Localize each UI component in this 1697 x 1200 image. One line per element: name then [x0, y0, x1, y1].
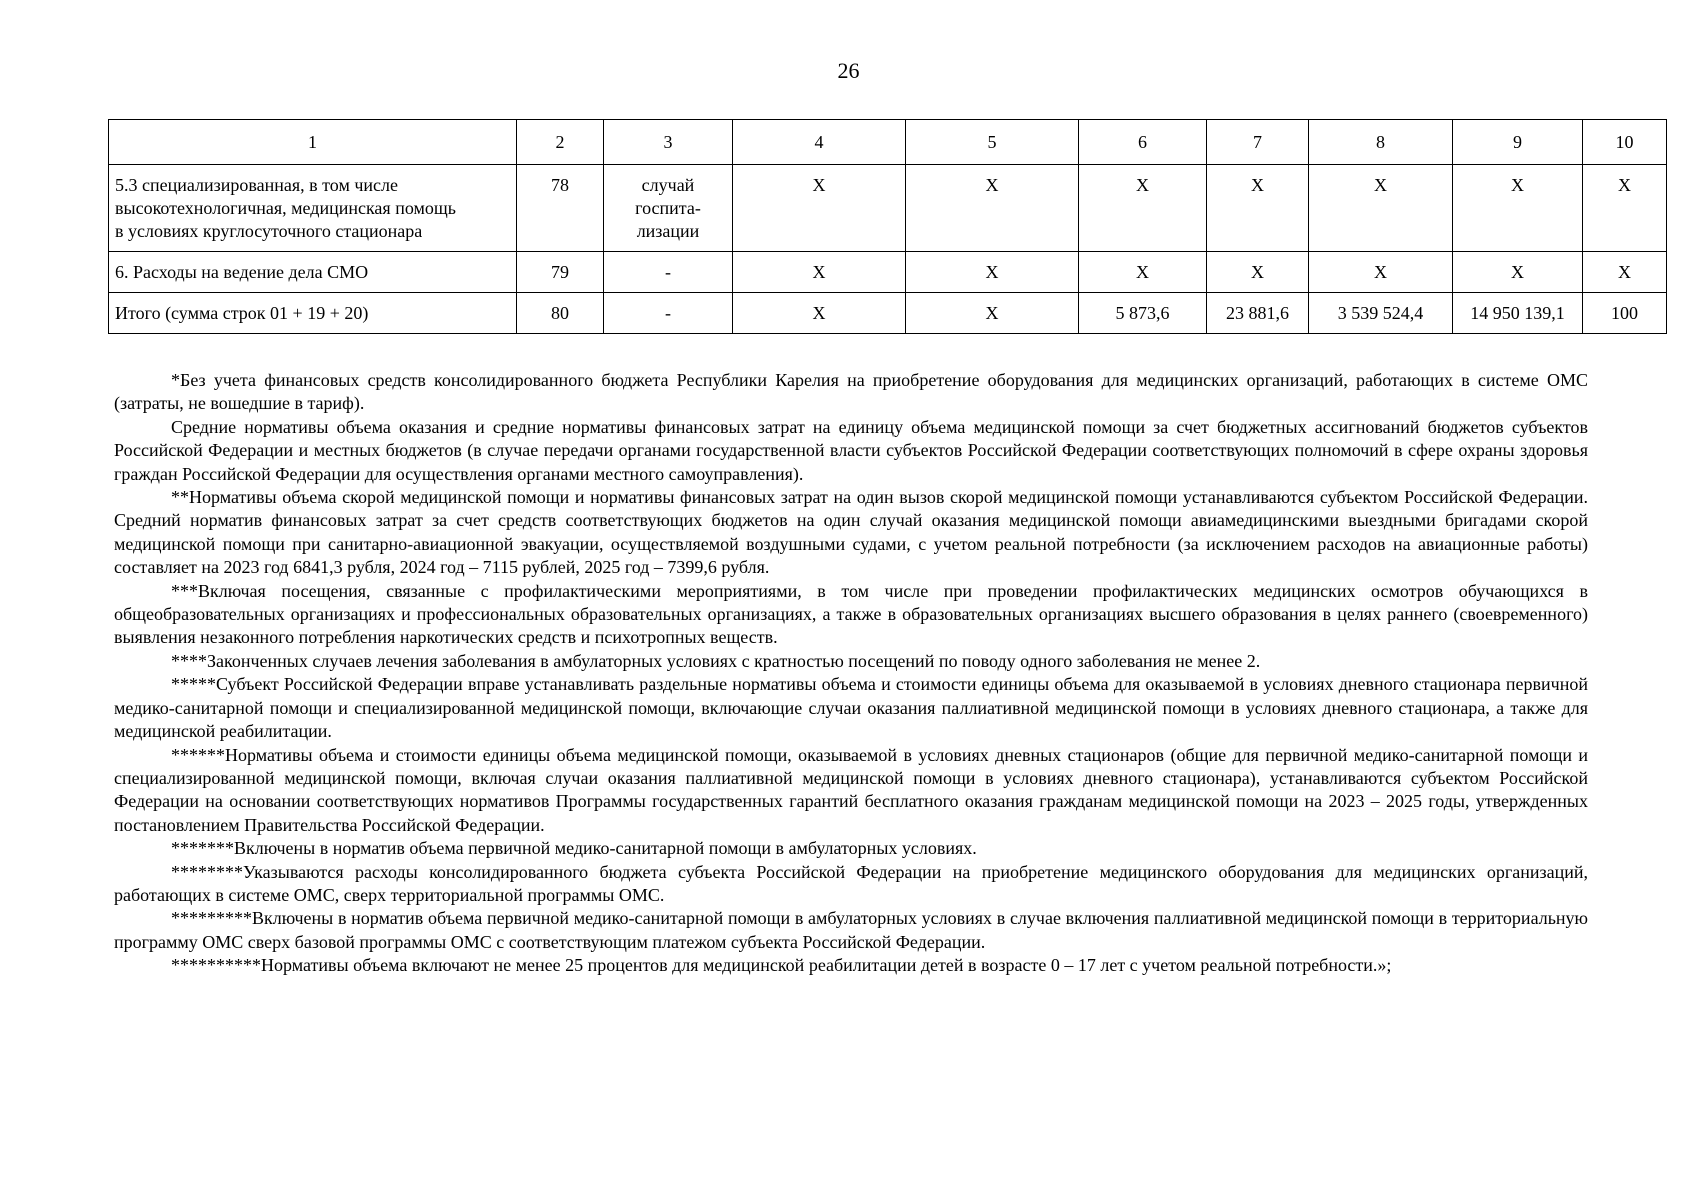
column-number-cell: 9 [1453, 120, 1583, 165]
page-number: 26 [837, 58, 860, 83]
row-name-cell [109, 165, 517, 252]
row-name-line: Итого (сумма строк 01 + 19 + 20) [115, 303, 369, 323]
footnote-paragraph: **********Нормативы объема включают не менее 25 процентов для медицинской реабилитации детей в возрасте 0 – 17 лет с учетом реальной потребности.»; [171, 955, 1392, 976]
row-name-line: высокотехнологичная, медицинская помощь [115, 198, 456, 218]
footnote-paragraph: ****Законченных случаев лечения заболевания в амбулаторных условиях с кратностью посещений по поводу одного заболевания не менее 2. [171, 650, 1261, 671]
row-unit-cell [604, 252, 733, 293]
value-cell: X [1453, 252, 1583, 293]
footnote-paragraph: Средние нормативы объема оказания и средние нормативы финансовых затрат на единицу объема медицинской помощи за счет бюджетных ассигнований бюджетов субъектов Российской Федерации и местных бюджетов (в случае передачи органами государственной власти субъектов Российской Федерации соответствующих полномочий в сфере охраны здоровья граждан Российской Федерации для осуществления органами местного самоуправления). [114, 416, 1588, 484]
row-unit-cell [604, 165, 733, 252]
row-unit-line: - [665, 262, 671, 282]
footnote-paragraph: *****Субъект Российской Федерации вправе устанавливать раздельные нормативы объема и стоимости единицы объема для оказываемой в условиях дневного стационара первичной медико-санитарной помощи и специализированной медицинской помощи, включающие случаи оказания паллиативной медицинской помощи в условиях дневного стационара, а также для медицинской реабилитации. [114, 674, 1588, 742]
footnote-paragraph: ******Нормативы объема и стоимости единицы объема медицинской помощи, оказываемой в условиях дневных стационаров (общие для первичной медико-санитарной помощи и специализированной медицинской помощи, включая случаи оказания паллиативной медицинской помощи в условиях дневного стационара), устанавливаются субъектом Российской Федерации на основании соответствующих нормативов Программы государственных гарантий бесплатного оказания гражданам медицинской помощи на 2023 – 2025 годы, утвержденных постановлением Правительства Российской Федерации. [114, 744, 1588, 835]
value-cell: 14 950 139,1 [1453, 293, 1583, 334]
row-name-cell [109, 252, 517, 293]
value-cell: 3 539 524,4 [1309, 293, 1453, 334]
table-row [109, 252, 1667, 293]
column-number-cell: 6 [1079, 120, 1207, 165]
footnote-paragraph: ********Указываются расходы консолидированного бюджета субъекта Российской Федерации на приобретение медицинского оборудования для медицинских организаций, работающих в системе ОМС, сверх территориальной программы ОМС. [114, 861, 1588, 905]
value-cell: X [1079, 165, 1207, 252]
value-cell: 23 881,6 [1207, 293, 1309, 334]
footnotes [114, 369, 1588, 978]
footnote-paragraph: *Без учета финансовых средств консолидированного бюджета Республики Карелия на приобретение оборудования для медицинских организаций, работающих в системе ОМС (затраты, не вошедшие в тариф). [114, 370, 1588, 414]
footnote-paragraph: *********Включены в норматив объема первичной медико-санитарной помощи в амбулаторных условиях в случае включения паллиативной медицинской помощи в территориальную программу ОМС сверх базовой программы ОМС с соответствующим платежом субъекта Российской Федерации. [114, 908, 1588, 952]
value-cell: X [906, 293, 1079, 334]
value-cell: X [1207, 165, 1309, 252]
row-unit-line: лизации [636, 221, 700, 241]
value-cell: X [906, 165, 1079, 252]
column-number-cell: 8 [1309, 120, 1453, 165]
row-name-line: 5.3 специализированная, в том числе [115, 175, 398, 195]
value-cell: X [1453, 165, 1583, 252]
column-number-cell: 7 [1207, 120, 1309, 165]
row-unit-cell [604, 293, 733, 334]
column-number-cell: 2 [517, 120, 604, 165]
row-code-cell: 80 [517, 293, 604, 334]
column-number-cell: 10 [1583, 120, 1667, 165]
column-number-cell: 3 [604, 120, 733, 165]
value-cell: X [1583, 252, 1667, 293]
footnote-paragraph: *******Включены в норматив объема первичной медико-санитарной помощи в амбулаторных условиях. [171, 838, 977, 859]
table-row [109, 165, 1667, 252]
table-header-row [109, 120, 1667, 165]
value-cell: X [1207, 252, 1309, 293]
value-cell: X [1309, 165, 1453, 252]
value-cell: X [733, 293, 906, 334]
data-table [108, 119, 1667, 334]
value-cell: X [906, 252, 1079, 293]
row-code-cell: 79 [517, 252, 604, 293]
row-unit-line: - [665, 303, 671, 323]
row-name-line: в условиях круглосуточного стационара [115, 221, 423, 241]
table-row-total [109, 293, 1667, 334]
value-cell: X [1079, 252, 1207, 293]
value-cell: X [733, 165, 906, 252]
footnote-paragraph: **Нормативы объема скорой медицинской помощи и нормативы финансовых затрат на один вызов скорой медицинской помощи устанавливаются субъектом Российской Федерации. Средний норматив финансовых затрат за счет средств соответствующих бюджетов на один случай оказания медицинской помощи авиамедицинскими выездными бригадами скорой медицинской помощи при санитарно-авиационной эвакуации, осуществляемой воздушными судами, с учетом реальной потребности (за исключением расходов на авиационные работы) составляет на 2023 год 6841,3 рубля, 2024 год – 7115 рублей, 2025 год – 7399,6 рубля. [114, 487, 1588, 578]
value-cell: X [733, 252, 906, 293]
value-cell: 5 873,6 [1079, 293, 1207, 334]
column-number-cell: 1 [109, 120, 517, 165]
column-number-cell: 5 [906, 120, 1079, 165]
column-number-cell: 4 [733, 120, 906, 165]
row-name-line: 6. Расходы на ведение дела СМО [115, 262, 369, 282]
row-name-cell [109, 293, 517, 334]
value-cell: X [1583, 165, 1667, 252]
row-code-cell: 78 [517, 165, 604, 252]
value-cell: X [1309, 252, 1453, 293]
footnote-paragraph: ***Включая посещения, связанные с профилактическими мероприятиями, в том числе при проведении профилактических медицинских осмотров обучающихся в общеобразовательных организациях и профессиональных образовательных организациях, а также в образовательных организациях высшего образования в целях раннего (своевременного) выявления незаконного потребления наркотических средств и психотропных веществ. [114, 580, 1588, 648]
row-unit-line: случай [641, 175, 695, 195]
row-unit-line: госпита- [635, 198, 701, 218]
value-cell: 100 [1583, 293, 1667, 334]
